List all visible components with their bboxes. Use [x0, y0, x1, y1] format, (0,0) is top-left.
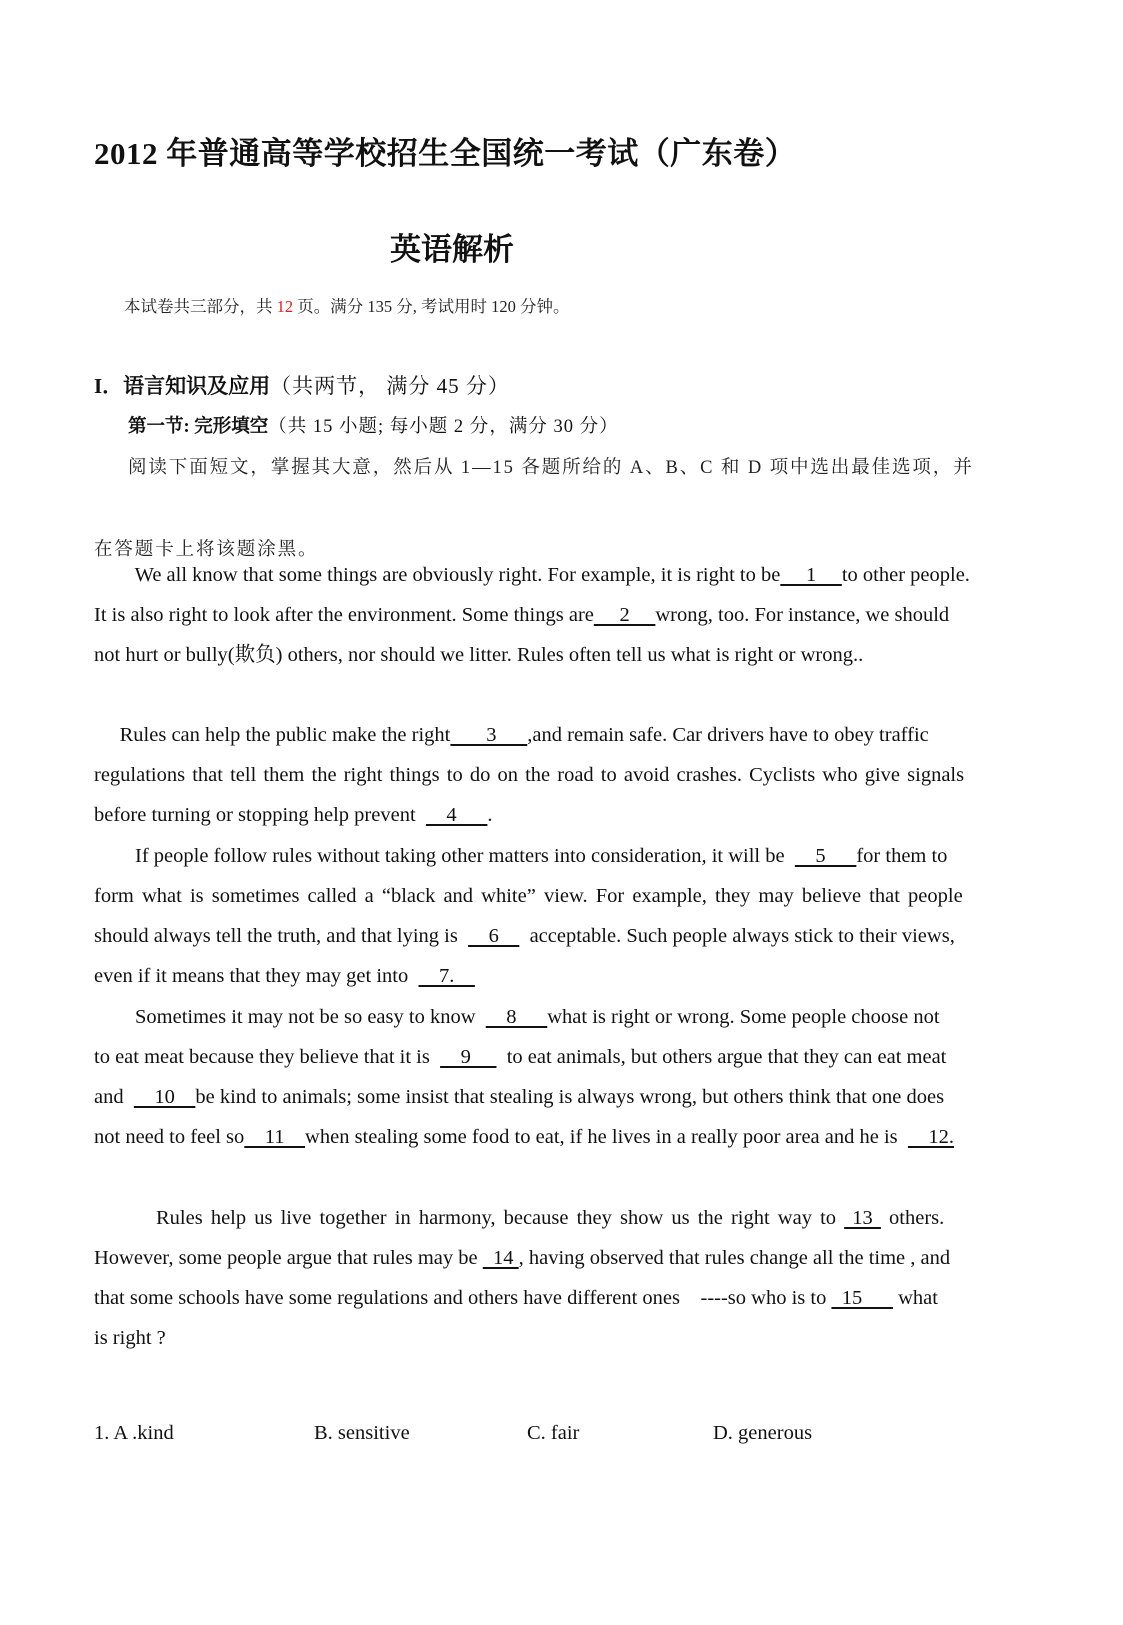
blank-2: 2 — [593, 604, 656, 626]
blank-11: 11 — [244, 1126, 306, 1148]
line-text: even if it means that they may get into — [94, 965, 419, 987]
line-text: to eat animals, but others argue that they can eat meat — [496, 1046, 947, 1068]
passage-line — [94, 1285, 1034, 1311]
line-text: before turning or stopping help prevent — [94, 804, 426, 826]
exam-intro — [124, 293, 570, 317]
passage-line — [94, 963, 1034, 989]
passage-line — [94, 1004, 1034, 1030]
line-text: acceptable. Such people always stick to their views, — [519, 925, 955, 947]
passage-line — [94, 1124, 1034, 1150]
line-text: We all know that some things are obviously right. For example, it is right to be — [94, 564, 781, 586]
passage-line — [94, 923, 1034, 949]
part-label: 第一节: 完形填空 — [128, 417, 269, 437]
intro-prefix: 本试卷共三部分，共 — [124, 297, 277, 316]
blank-8: 8 — [485, 1006, 548, 1028]
blank-9: 9 — [440, 1046, 497, 1068]
section-heading — [94, 370, 510, 400]
passage-line — [94, 1084, 1034, 1110]
line-text: If people follow rules without taking other matters into consideration, it will be — [94, 845, 795, 867]
line-text: However, some people argue that rules may be — [94, 1247, 483, 1269]
instruction-line-1: 阅读下面短文，掌握其大意，然后从 1—15 各题所给的 A、B、C 和 D 项中选出最佳选项，并 — [128, 458, 974, 478]
question-1-option-b: B. sensitive — [314, 1422, 410, 1444]
intro-suffix: 页。满分 135 分, 考试用时 120 分钟。 — [293, 297, 570, 316]
instruction-line-2: 在答题卡上将该题涂黑。 — [94, 540, 319, 560]
intro-page-count: 12 — [276, 297, 294, 316]
line-text: to other people. — [841, 564, 970, 586]
passage-line — [94, 642, 1034, 668]
blank-13: 13 — [844, 1207, 881, 1229]
line-text: not hurt or bully(欺负) others, nor should we litter. Rules often tell us what is right or wrong.. — [94, 644, 864, 666]
line-text: others. — [880, 1207, 945, 1229]
blank-12: 12. — [907, 1126, 955, 1148]
passage-line — [94, 1245, 1034, 1271]
blank-10: 10 — [133, 1086, 196, 1108]
line-text: Rules can help the public make the right — [94, 724, 451, 746]
line-text: . — [487, 804, 493, 826]
section-label: I．语言知识及应用 — [94, 374, 271, 398]
passage-line — [94, 802, 1034, 828]
blank-15: 15 — [831, 1287, 893, 1309]
line-text: that some schools have some regulations and others have different ones ----so who is to — [94, 1287, 832, 1309]
line-text: Sometimes it may not be so easy to know — [94, 1006, 486, 1028]
line-text: regulations that tell them the right things to do on the road to avoid crashes. Cyclists who give signals — [94, 764, 965, 786]
blank-14: 14 — [482, 1247, 519, 1269]
blank-7: 7. — [418, 965, 475, 987]
blank-5: 5 — [794, 845, 857, 867]
line-text: , having observed that rules change all the time , and — [518, 1247, 951, 1269]
line-text: Rules help us live together in harmony, because they show us the right way to — [94, 1207, 845, 1229]
line-text: be kind to animals; some insist that stealing is always wrong, but others think that one does — [195, 1086, 945, 1108]
line-text: not need to feel so — [94, 1126, 245, 1148]
passage-line — [94, 1325, 1034, 1351]
line-text: form what is sometimes called a “black and white” view. For example, they may believe that people — [94, 885, 963, 907]
part-heading — [128, 412, 619, 438]
line-text: what — [892, 1287, 938, 1309]
passage-line — [94, 1205, 1034, 1231]
line-text: should always tell the truth, and that lying is — [94, 925, 469, 947]
blank-6: 6 — [468, 925, 520, 947]
passage-line — [94, 722, 1034, 748]
question-1-option-c: C. fair — [527, 1422, 580, 1444]
passage-line — [94, 602, 1034, 628]
section-note: （共两节， 满分 45 分） — [270, 374, 510, 398]
line-text: ,and remain safe. Car drivers have to obey traffic — [527, 724, 929, 746]
line-text: It is also right to look after the environment. Some things are — [94, 604, 594, 626]
question-1-option-d: D. generous — [713, 1422, 813, 1444]
line-text: to eat meat because they believe that it is — [94, 1046, 441, 1068]
line-text: when stealing some food to eat, if he lives in a really poor area and he is — [305, 1126, 908, 1148]
line-text: for them to — [856, 845, 948, 867]
blank-4: 4 — [425, 804, 488, 826]
passage-line — [94, 1044, 1034, 1070]
blank-3: 3 — [450, 724, 528, 746]
exam-subtitle: 英语解析 — [390, 232, 514, 267]
line-text: and — [94, 1086, 134, 1108]
exam-title: 2012 年普通高等学校招生全国统一考试（广东卷） — [94, 136, 797, 171]
passage-line — [94, 843, 1034, 869]
passage-line — [94, 883, 1034, 909]
line-text: is right ? — [94, 1327, 166, 1349]
passage-line — [94, 762, 1034, 788]
blank-1: 1 — [780, 564, 842, 586]
question-1-option-a: 1. A .kind — [94, 1422, 174, 1444]
line-text: wrong, too. For instance, we should — [655, 604, 950, 626]
line-text: what is right or wrong. Some people choose not — [547, 1006, 940, 1028]
part-note: （共 15 小题; 每小题 2 分，满分 30 分） — [268, 417, 619, 437]
passage-line — [94, 562, 1034, 588]
